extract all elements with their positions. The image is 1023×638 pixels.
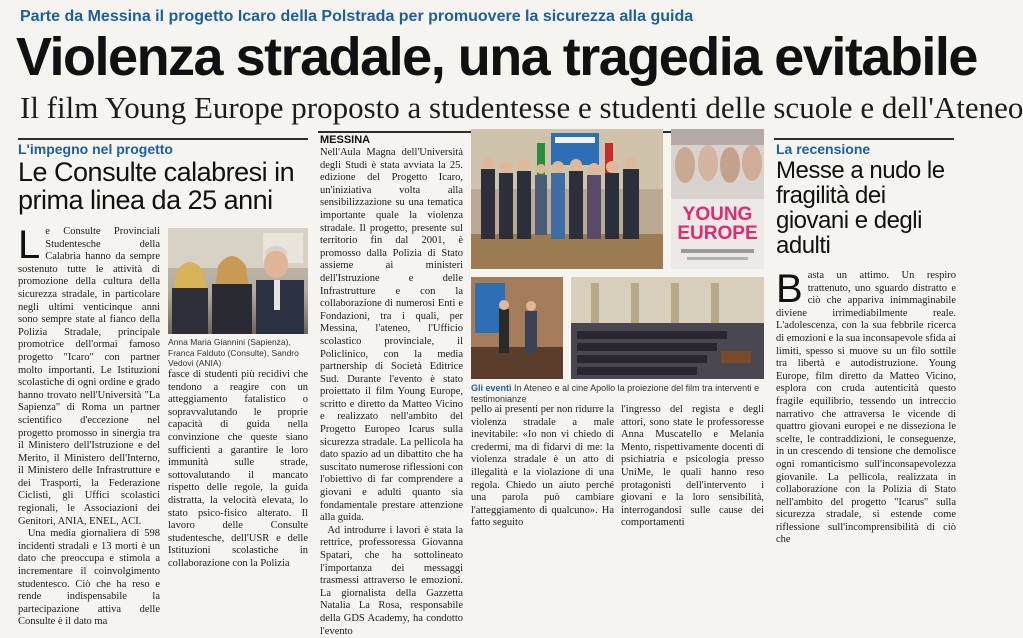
article-kicker: Parte da Messina il progetto Icaro della Polstrada per promuovere la sicurezza alla guida: [20, 8, 694, 25]
photo-speaker-stage: [471, 277, 563, 379]
left-article-column-1: [18, 223, 161, 628]
rule-left: [18, 138, 308, 140]
left-photo-portraits: [168, 228, 308, 334]
middle-article-column-1: [320, 147, 463, 637]
middle-photo-caption: [471, 383, 766, 404]
speaker-stage-illustration: [471, 277, 563, 379]
left-article-title: Le Consulte calabresi in prima linea da 25 anni: [18, 157, 295, 215]
middle-article-column-2: pello ai presenti per non ridurre la violenza stradale a male inevitabile: «Io non vi chiedo di credermi, ma di fidarvi di me: la violenza stradale è un atto di illegalità e la violazione di una regola. Chiedo un aiuto perché una parola può cambiare l'atteggiamento di qualcuno». Ha fatto seguito: [471, 404, 614, 529]
middle-article-column-3: l'ingresso del regista e degli attori, sono state le professoresse Anna Muscatello e Melania Mento, rispettivamente docenti di psichiatria e psicologia presso UniMe, le quali hanno reso protagonisti dell'intervento i giovani e la loro sensibilità, interrogandosi sulle cause dei comportamenti: [621, 404, 764, 529]
middle-col1-para-1: Nell'Aula Magna dell'Università degli Studi è stata avviata la 25. edizione del Progetto Icaro, un'iniziativa volta alla sensibilizzazione su una tematica importante quale la violenza stradale. Il progetto, presente sul territorio fin dal 2001, è promosso dalla Polizia di Stato assieme ai ministeri dell'Istruzione e delle Infrastrutture e con la collaborazione di numerosi Enti e Fondazioni, tra i quali, per Messina, l'ateneo, l'Ufficio scolastico provinciale, il Policlinico, con la media partnership di Società Editrice Sud. Durante l'evento è stato proiettato il film Young Europe, scritto e diretto da Matteo Vicino e realizzato nell'ambito del Progetto Europeo Icarus sulla sicurezza stradale. La pellicola ha dato spazio ad un dibattito che ha suscitato numerose riflessioni con l'obiettivo di far comprendere a giovani e adulti quanto sia fondamentale prestare attenzione alla guida.: [320, 147, 463, 524]
group-event-illustration: [471, 129, 663, 269]
left-para-2: Una media giornaliera di 598 incidenti stradali e 13 morti è un dato che preoccupa e stimola a incrementare il coinvolgimento studentesco. Ciò che ha reso e rende indispensabile la partecipazione attiva delle Consulte è il dato ma: [18, 528, 161, 628]
left-dropcap: L: [18, 223, 41, 267]
middle-col1-para-2: Ad introdurre i lavori è stata la rettrice, professoressa Giovanna Spatari, che ha sottolineato l'importanza dei messaggi trasmessi attraverso le emozioni. La giornalista della Gazzetta Natalia La Rosa, responsabile della GDS Academy, ha condotto l'evento: [320, 524, 463, 637]
portraits-illustration: [168, 228, 308, 334]
middle-section-label: MESSINA: [320, 134, 371, 146]
auditorium-illustration: [571, 277, 764, 379]
right-article-title: Messe a nudo le fragilità dei giovani e degli adulti: [776, 157, 945, 259]
article-subhead: Il film Young Europe proposto a studentesse e studenti delle scuole e dell'Ateneo: [20, 90, 1023, 125]
left-section-label: L'impegno nel progetto: [18, 141, 173, 157]
photo-group-event: [471, 129, 663, 269]
article-headline: Violenza stradale, una tragedia evitabile: [16, 27, 977, 87]
rule-right: [774, 138, 954, 140]
caption-label: Gli eventi: [471, 383, 512, 393]
left-article-column-2: fasce di studenti più recidivi che tendono a reagire con un atteggiamento fatalistico o sopravvalutando le proprie capacità di guida nella convinzione che queste siano sufficienti a garantire le loro immunità sulle strade, sottovalutando il mancato rispetto delle regole, la guida distratta, la velocità elevata, lo stato psico-fisico alterato. Il lavoro delle Consulte studentesche, dell'USR e delle Istituzioni scolastiche in collaborazione con la Polizia: [168, 369, 308, 569]
right-section-label: La recensione: [776, 141, 871, 157]
right-article-text: [776, 267, 956, 546]
left-photo-caption: Anna Maria Giannini (Sapienza), Franca Falduto (Consulte), Sandro Vedovi (ANIA): [168, 337, 299, 368]
poster-title-line-1: YOUNG: [682, 204, 753, 225]
photo-auditorium: [571, 277, 764, 379]
right-text-body: asta un attimo. Un respiro trattenuto, uno sguardo distratto e ciò che appariva inimmaginabile diviene irrimediabilmente reale. L'adolescenza, con la sua febbrile ricerca di emozioni e la sua inconsapevole sfida ai limiti, spesso si muove su un filo sottile tra libertà e autodistruzione. Young Europe, film diretto da Matteo Vicino, esplora con cruda autenticità questo fragile equilibrio, tessendo un intreccio narrativo che attraversa le vicende di quattro giovani europei e ne disseziona le scelte, le contraddizioni, le conseguenze, in un crescendo di tensione che demolisce ogni romanticismo sull'inconsapevolezza giovanile. La pellicola, realizzata in collaborazione con la Polizia di Stato nell'ambito del progetto "Icarus" sulla sicurezza stradale, si estende come riflessione sull'incomprensibilità di ciò che: [776, 270, 956, 546]
movie-poster: [671, 129, 764, 269]
caption-text: In Ateneo e al cine Apollo la proiezione del film tra interventi e testimonianze: [471, 383, 760, 404]
poster-faces-illustration: [671, 129, 764, 269]
right-dropcap: B: [776, 267, 803, 311]
poster-title-line-2: EUROPE: [677, 223, 758, 244]
left-para-1: e Consulte Provinciali Studentesche della Calabria hanno da sempre sostenuto tutte le attività di promozione della cultura della sicurezza stradale, in particolare negli ultimi venticinque anni sono sempre state al fianco della Polizia Stradale, principale promotrice dell'ormai famoso progetto "Icaro" con partner molto importanti. Le Istituzioni scolastiche di ogni ordine e grado hanno trovato nell'Università "La Sapienza" di Roma un partner scientifico d'eccezione nel progetto promosso in sinergia tra il Ministero dell'Istruzione e del Merito, il Ministero dell'Interno, il Ministero delle Infrastrutture e dei Trasporti, la Federazione Ciclisti, gli Uffici scolastici regionali, le Associazioni dei Genitori, ANIA, ENEL, ACI.: [18, 226, 160, 527]
